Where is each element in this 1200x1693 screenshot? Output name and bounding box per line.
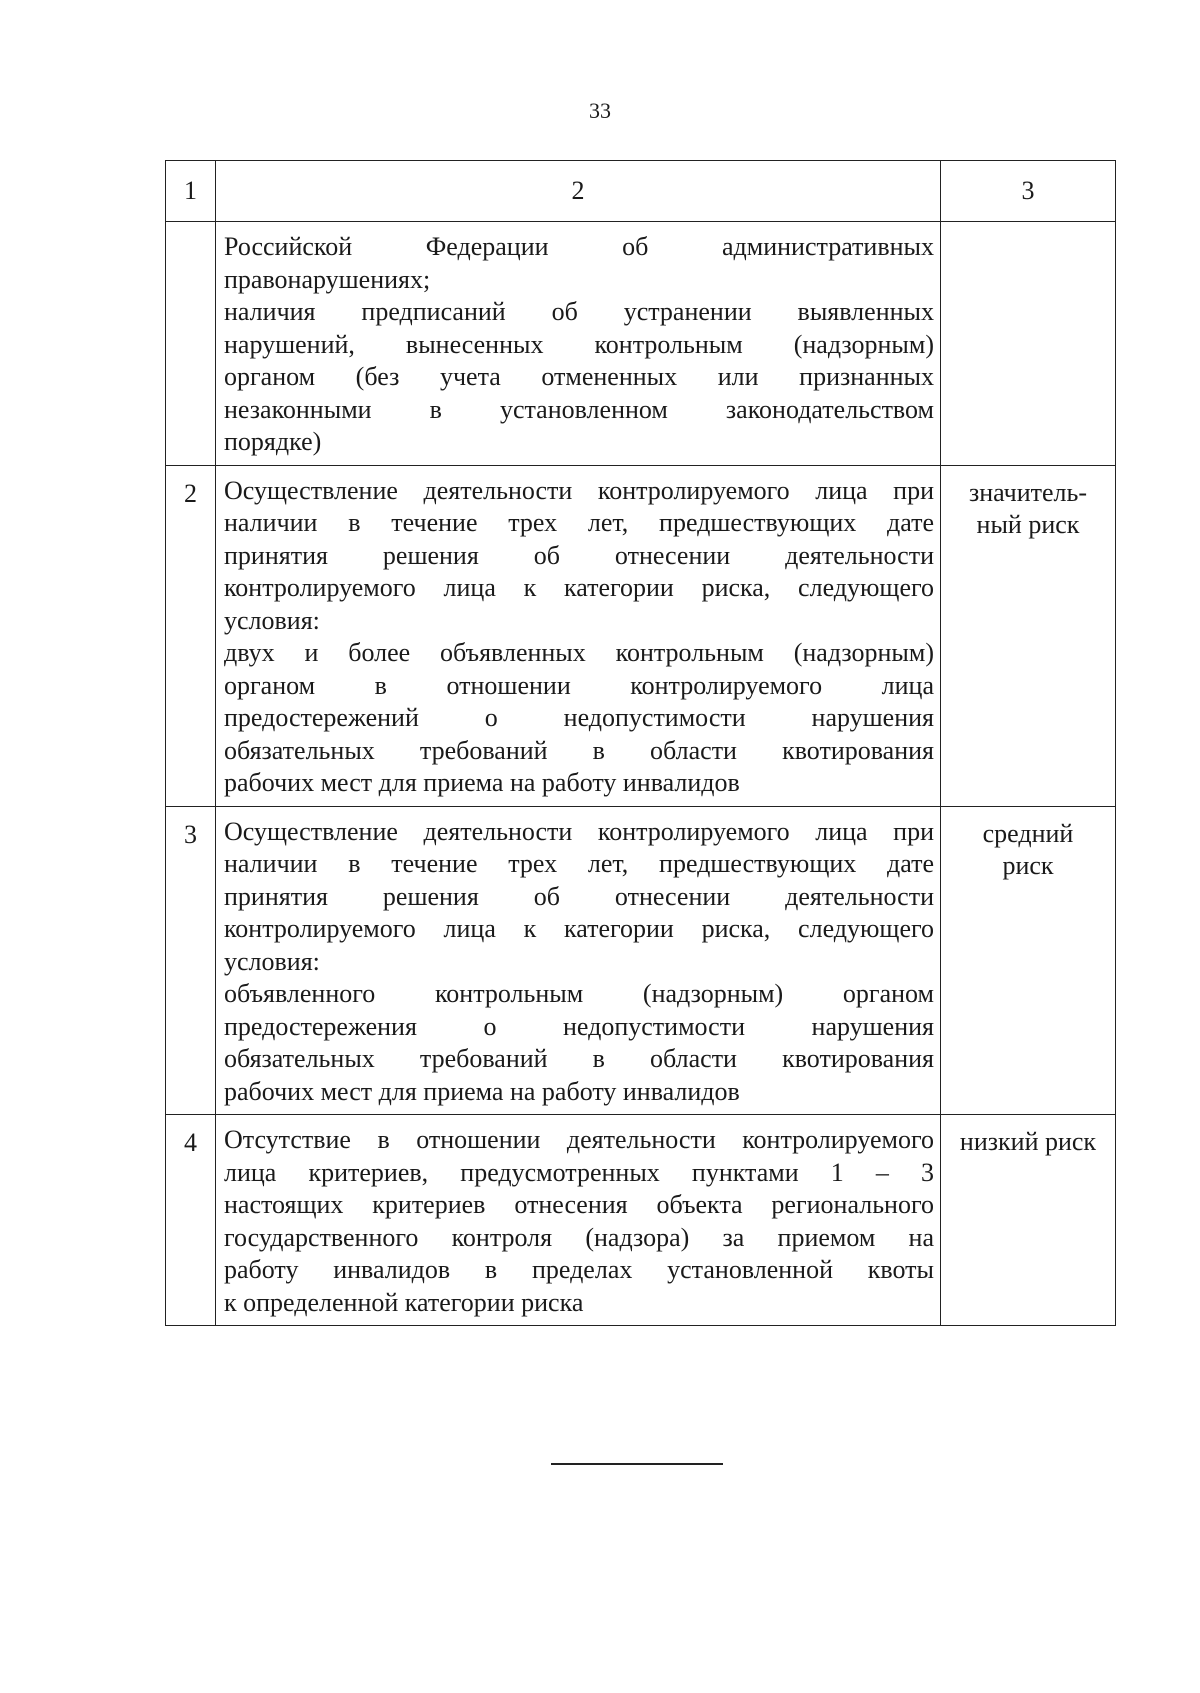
description-line: нарушений, вынесенных контрольным (надзорным): [224, 329, 934, 359]
description-line: наличии в течение трех лет, предшествующих дате: [224, 849, 934, 878]
column-header-3: 3: [941, 161, 1116, 222]
description-line: двух и более объявленных контрольным (надзорным): [224, 638, 934, 667]
table-header-row: [166, 161, 1116, 222]
description-line: Отсутствие в отношении деятельности контролируемого: [224, 1125, 934, 1154]
table-row: [166, 1115, 1116, 1326]
risk-category: [941, 222, 1116, 466]
criterion-description: [216, 806, 941, 1115]
description-line: настоящих критериев отнесения объекта регионального: [224, 1190, 934, 1219]
description-line: Осуществление деятельности контролируемого лица при: [224, 475, 934, 505]
criterion-description: [216, 465, 941, 806]
description-line: принятия решения об отнесении деятельности: [224, 540, 934, 570]
risk-category: средний риск: [941, 806, 1116, 1115]
description-line: Осуществление деятельности контролируемого лица при: [224, 816, 934, 846]
risk-category: низкий риск: [941, 1115, 1116, 1326]
risk-criteria-table: [165, 160, 1116, 1326]
column-header-2: 2: [216, 161, 941, 222]
description-line: рабочих мест для приема на работу инвалидов: [224, 1076, 740, 1106]
column-header-1: 1: [166, 161, 216, 222]
description-line: лица критериев, предусмотренных пунктами 1 – 3: [224, 1157, 934, 1187]
description-line: предостережений о недопустимости нарушения: [224, 703, 934, 732]
table-row: [166, 465, 1116, 806]
description-line: обязательных требований в области квотирования: [224, 1044, 934, 1073]
criterion-description: [216, 222, 941, 466]
description-line: условия:: [224, 605, 320, 635]
description-line: принятия решения об отнесении деятельности: [224, 881, 934, 911]
end-of-document-rule: [551, 1463, 723, 1465]
criterion-description: [216, 1115, 941, 1326]
description-line: контролируемого лица к категории риска, следующего: [224, 573, 934, 602]
description-line: работу инвалидов в пределах установленной квоты: [224, 1255, 934, 1284]
table-body: [166, 222, 1116, 1326]
description-line: рабочих мест для приема на работу инвалидов: [224, 768, 740, 797]
description-line: объявленного контрольным (надзорным) органом: [224, 979, 934, 1008]
description-line: наличия предписаний об устранении выявленных: [224, 297, 934, 326]
row-number: 4: [166, 1115, 216, 1326]
table-row: [166, 806, 1116, 1115]
description-line: к определенной категории риска: [224, 1287, 584, 1317]
description-line: незаконными в установленном законодательством: [224, 394, 934, 424]
row-number: [166, 222, 216, 466]
description-line: правонарушениях;: [224, 264, 431, 294]
description-line: органом (без учета отмененных или признанных: [224, 362, 934, 391]
row-number: 3: [166, 806, 216, 1115]
risk-category: значитель- ный риск: [941, 465, 1116, 806]
description-line: Российской Федерации об административных: [224, 232, 934, 261]
table-row: [166, 222, 1116, 466]
description-line: обязательных требований в области квотирования: [224, 735, 934, 765]
description-line: предостережения о недопустимости нарушения: [224, 1011, 934, 1041]
description-line: контролируемого лица к категории риска, следующего: [224, 914, 934, 943]
description-line: условия:: [224, 946, 320, 976]
page-number: 33: [589, 98, 611, 123]
row-number: 2: [166, 465, 216, 806]
description-line: наличии в течение трех лет, предшествующих дате: [224, 508, 934, 537]
description-line: государственного контроля (надзора) за приемом на: [224, 1222, 934, 1252]
description-line: органом в отношении контролируемого лица: [224, 670, 934, 700]
description-line: порядке): [224, 427, 322, 456]
